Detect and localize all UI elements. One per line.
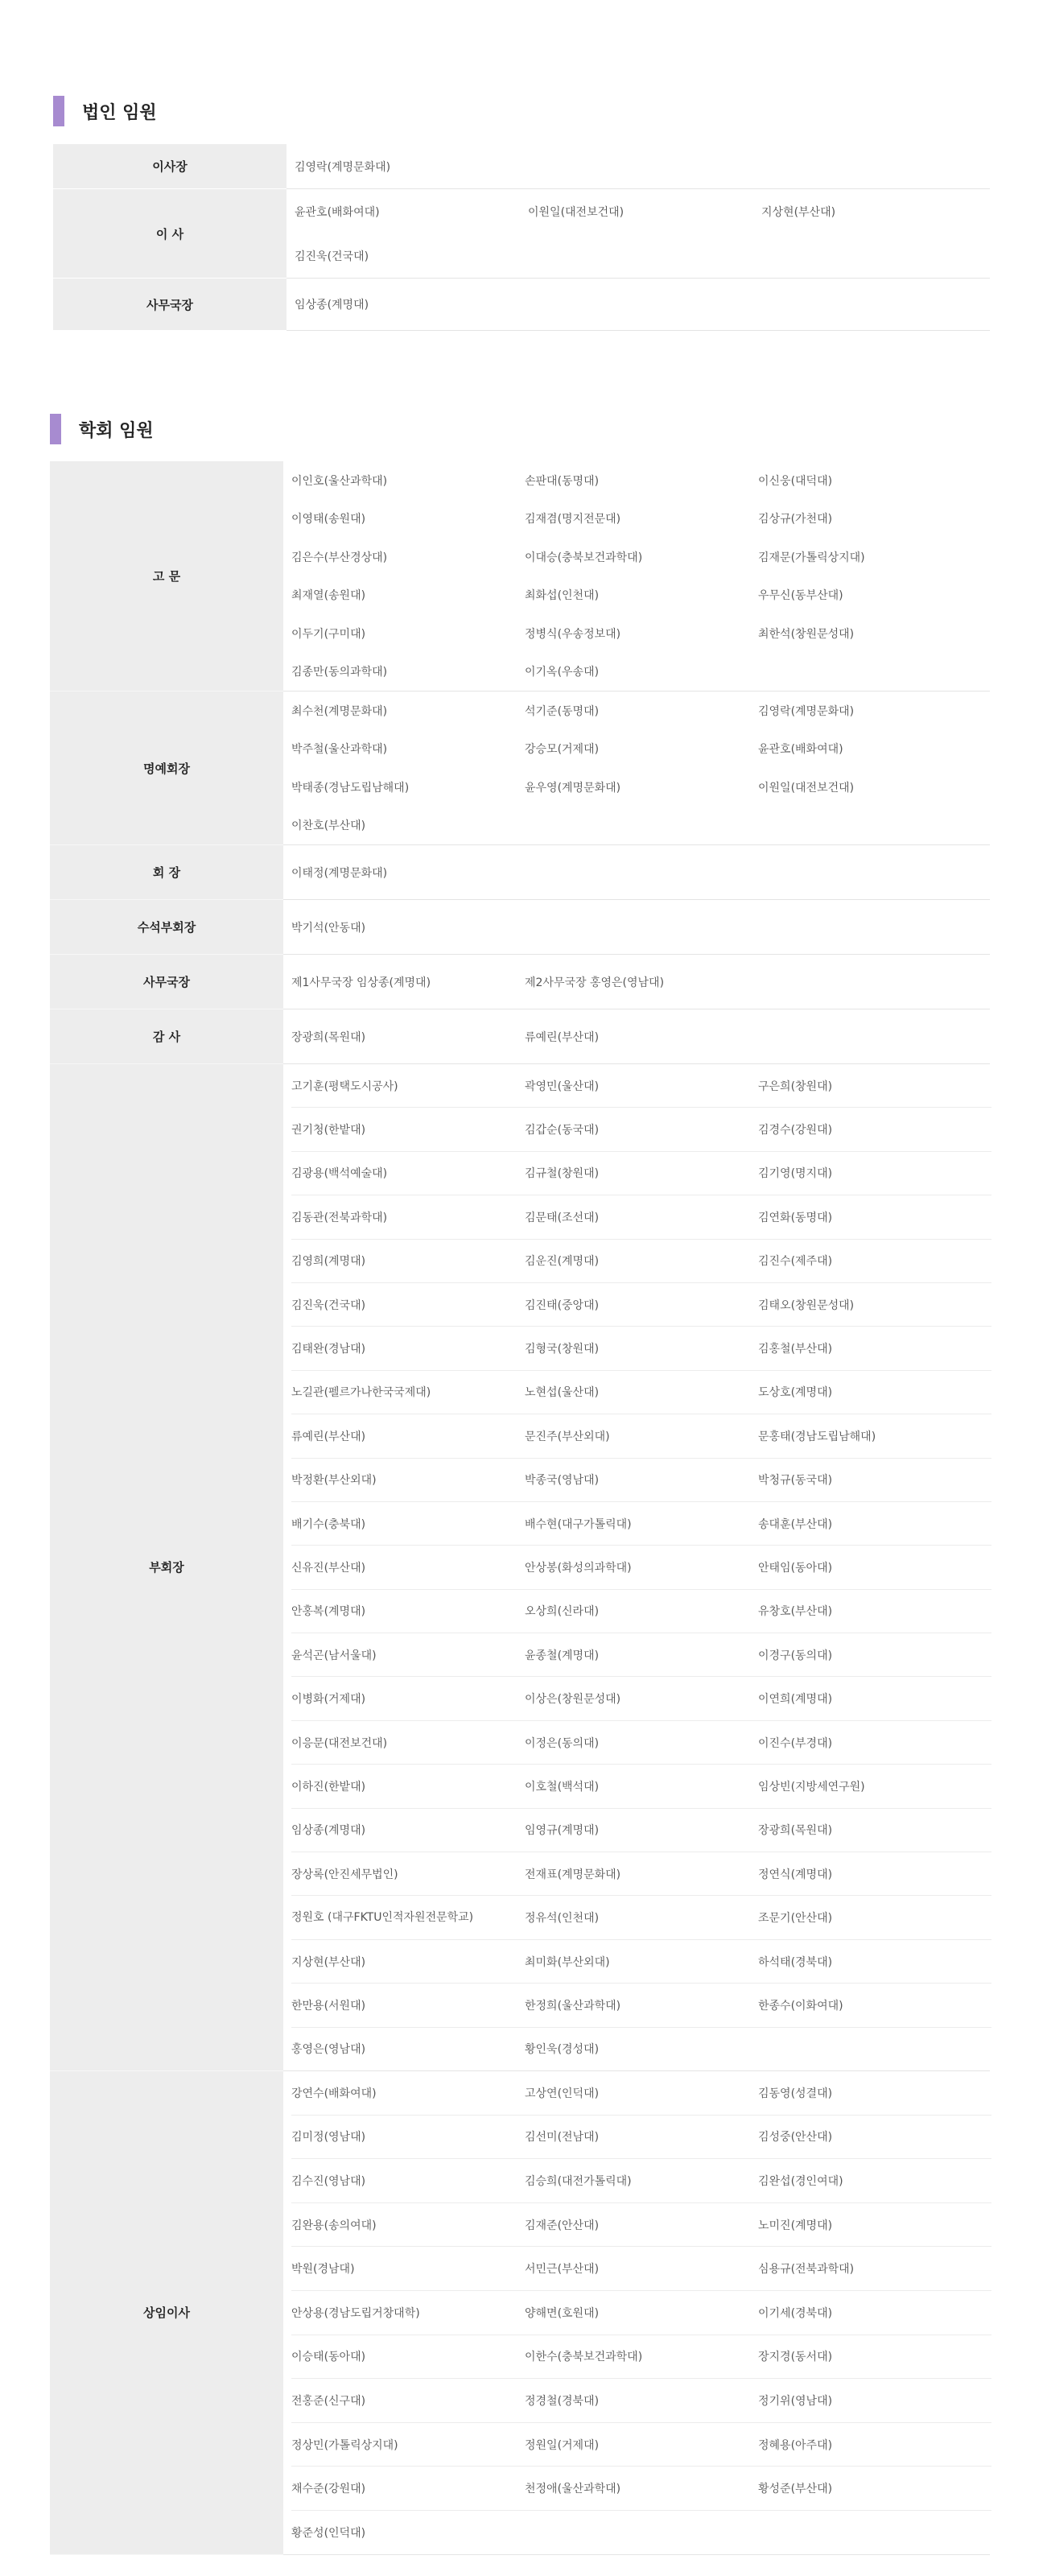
member-name: 류예린(부산대) xyxy=(291,1414,525,1458)
officer-row xyxy=(50,461,990,691)
member-name: 안태임(동아대) xyxy=(758,1546,991,1589)
member-name: 이신웅(대덕대) xyxy=(758,474,833,488)
member-name: 정경철(경북대) xyxy=(525,2379,758,2423)
member-grid xyxy=(295,279,990,330)
member-name: 장상록(안진세무법인) xyxy=(291,1852,525,1896)
member-list xyxy=(287,279,990,331)
member-name: 강승모(거제대) xyxy=(525,743,600,757)
member-name: 윤종철(계명대) xyxy=(525,1633,758,1677)
member-name: 안홍복(계명대) xyxy=(291,1590,525,1633)
member-name: 조문기(안산대) xyxy=(758,1896,991,1939)
section-accent-bar xyxy=(53,96,64,126)
member-list xyxy=(283,1009,990,1064)
member-name: 강연수(배화여대) xyxy=(291,2071,525,2116)
member-list xyxy=(283,900,990,955)
member-name: 김선미(전남대) xyxy=(525,2116,758,2160)
society-table-body xyxy=(50,461,990,2554)
member-name: 김수진(영남대) xyxy=(291,2159,525,2203)
member-name: 김은수(부산경상대) xyxy=(291,551,388,564)
member-name: 김태완(경남대) xyxy=(291,1327,525,1370)
member-name: 임상종(계명대) xyxy=(291,1809,525,1852)
member-name: 최수천(계명문화대) xyxy=(291,704,388,718)
member-name: 정연식(계명대) xyxy=(758,1852,991,1896)
member-name: 박주철(울산과학대) xyxy=(291,743,388,757)
member-name: 손판대(동명대) xyxy=(525,474,600,488)
member-name: 윤관호(배화여대) xyxy=(295,205,380,219)
member-name: 이인호(울산과학대) xyxy=(291,474,388,488)
member-name: 권기청(한밭대) xyxy=(291,1108,525,1151)
role-label: 고 문 xyxy=(50,461,283,691)
member-list xyxy=(287,189,990,279)
member-name: 천정애(울산과학대) xyxy=(525,2467,758,2511)
member-name: 정원일(거제대) xyxy=(525,2423,758,2467)
officer-row xyxy=(50,2070,990,2554)
member-grid xyxy=(291,691,990,844)
member-name: 장광희(목원대) xyxy=(758,1809,991,1852)
member-name: 장지경(동서대) xyxy=(758,2335,991,2380)
society-officers-table xyxy=(50,461,990,2555)
member-name: 김광용(백석예술대) xyxy=(291,1152,525,1195)
member-grid xyxy=(291,900,990,954)
member-name: 류예린(부산대) xyxy=(525,1030,600,1044)
member-name: 이승태(동아대) xyxy=(291,2335,525,2380)
member-name: 안상봉(화성의과학대) xyxy=(525,1546,758,1589)
member-name: 정병식(우송정보대) xyxy=(525,627,621,641)
member-name: 안상용(경남도립거창대학) xyxy=(291,2291,525,2335)
member-name: 최화섭(인천대) xyxy=(525,589,600,603)
member-name: 최미화(부산외대) xyxy=(525,1940,758,1984)
member-name: 심용규(전북과학대) xyxy=(758,2247,991,2291)
member-name: 장광희(목원대) xyxy=(291,1030,366,1044)
member-name: 김진욱(건국대) xyxy=(291,1283,525,1327)
officer-row xyxy=(50,900,990,955)
member-name: 고상연(인덕대) xyxy=(525,2071,758,2116)
member-name: 전재표(계명문화대) xyxy=(525,1852,758,1896)
member-grid xyxy=(291,1064,990,2070)
officer-row xyxy=(53,189,990,279)
member-name: 채수준(강원대) xyxy=(291,2467,525,2511)
role-label: 회 장 xyxy=(50,845,283,900)
role-label: 사무국장 xyxy=(50,955,283,1009)
member-name: 정기위(영남대) xyxy=(758,2379,991,2423)
member-grid xyxy=(291,461,990,691)
member-name: 김성중(안산대) xyxy=(758,2116,991,2160)
officer-row xyxy=(50,1064,990,2071)
member-name: 김동영(성결대) xyxy=(758,2071,991,2116)
member-name: 석기준(동명대) xyxy=(525,704,600,718)
corp-officers-table xyxy=(53,144,990,331)
member-name: 박기석(안동대) xyxy=(291,921,366,935)
member-name: 김경수(강원대) xyxy=(758,1108,991,1151)
member-name: 배기수(충북대) xyxy=(291,1502,525,1546)
member-name: 이응문(대전보건대) xyxy=(291,1721,525,1765)
member-name: 김태오(창원문성대) xyxy=(758,1283,991,1327)
role-label: 이 사 xyxy=(53,189,287,279)
officer-row xyxy=(50,955,990,1009)
role-label: 이사장 xyxy=(53,144,287,189)
member-name: 송대훈(부산대) xyxy=(758,1502,991,1546)
member-name: 박원(경남대) xyxy=(291,2247,525,2291)
member-name: 정혜용(아주대) xyxy=(758,2423,991,2467)
member-name: 이대승(충북보건과학대) xyxy=(525,551,643,564)
member-name: 박청규(동국대) xyxy=(758,1459,991,1502)
member-name: 김미정(영남대) xyxy=(291,2116,525,2160)
role-label: 수석부회장 xyxy=(50,900,283,955)
role-label: 감 사 xyxy=(50,1009,283,1064)
member-name: 서민근(부산대) xyxy=(525,2247,758,2291)
member-grid xyxy=(291,845,990,899)
member-name: 노현섭(울산대) xyxy=(525,1371,758,1414)
member-name: 황성준(부산대) xyxy=(758,2467,991,2511)
role-label: 명예회장 xyxy=(50,691,283,845)
member-name: 이한수(충북보건과학대) xyxy=(525,2335,758,2380)
society-section-title-text: 학회 임원 xyxy=(79,420,154,441)
member-name: 최재열(송원대) xyxy=(291,589,366,603)
member-name: 윤관호(배화여대) xyxy=(758,743,843,757)
member-name: 김운진(계명대) xyxy=(525,1240,758,1283)
member-name: 이진수(부경대) xyxy=(758,1721,991,1765)
member-name: 김상규(가천대) xyxy=(758,513,833,526)
member-name: 이태정(계명문화대) xyxy=(291,866,388,880)
member-name: 윤우영(계명문화대) xyxy=(525,781,621,795)
member-name: 지상현(부산대) xyxy=(761,205,836,219)
member-name: 김동관(전북과학대) xyxy=(291,1195,525,1239)
member-name: 이원일(대전보건대) xyxy=(758,781,855,795)
member-name: 김갑순(동국대) xyxy=(525,1108,758,1151)
member-name: 이연희(계명대) xyxy=(758,1677,991,1720)
member-name: 이두기(구미대) xyxy=(291,627,366,641)
member-name: 김진태(중앙대) xyxy=(525,1283,758,1327)
member-grid xyxy=(291,955,990,1009)
member-name: 정상민(가톨릭상지대) xyxy=(291,2423,525,2467)
member-name: 임상종(계명대) xyxy=(295,299,369,312)
member-name: 도상호(계명대) xyxy=(758,1371,991,1414)
member-name: 김형국(창원대) xyxy=(525,1327,758,1370)
member-name: 곽영민(울산대) xyxy=(525,1064,758,1108)
member-name: 한만용(서원대) xyxy=(291,1984,525,2027)
member-list xyxy=(283,2070,990,2554)
member-name: 김재문(가톨릭상지대) xyxy=(758,551,865,564)
section-accent-bar xyxy=(50,414,61,444)
corp-section-title xyxy=(53,96,157,126)
member-name: 하석태(경북대) xyxy=(758,1940,991,1984)
member-name: 문홍태(경남도립남해대) xyxy=(758,1414,991,1458)
member-name: 이경구(동의대) xyxy=(758,1633,991,1677)
member-name: 이기세(경북대) xyxy=(758,2291,991,2335)
member-name: 이호철(백석대) xyxy=(525,1765,758,1808)
member-name: 이원일(대전보건대) xyxy=(528,205,625,219)
member-name: 김연화(동명대) xyxy=(758,1195,991,1239)
officer-row xyxy=(50,1009,990,1064)
member-name: 이상은(창원문성대) xyxy=(525,1677,758,1720)
member-name: 한종수(이화여대) xyxy=(758,1984,991,2027)
member-name: 구은희(창원대) xyxy=(758,1064,991,1108)
member-name: 김진욱(건국대) xyxy=(295,250,369,263)
member-name: 한정희(울산과학대) xyxy=(525,1984,758,2027)
member-name: 정원호 (대구FKTU인적자원전문학교) xyxy=(291,1896,525,1939)
member-name: 제1사무국장 임상종(계명대) xyxy=(291,976,431,989)
corp-table-body xyxy=(53,144,990,331)
member-name: 김종만(동의과학대) xyxy=(291,666,388,679)
member-name: 이영태(송원대) xyxy=(291,513,366,526)
member-name: 노미진(계명대) xyxy=(758,2203,991,2248)
member-name: 김진수(제주대) xyxy=(758,1240,991,1283)
member-name: 김영락(계명문화대) xyxy=(295,160,391,174)
corp-section-title-text: 법인 임원 xyxy=(82,102,157,123)
member-list xyxy=(287,144,990,189)
member-name: 김영락(계명문화대) xyxy=(758,704,855,718)
role-label: 사무국장 xyxy=(53,279,287,331)
member-name: 김영희(계명대) xyxy=(291,1240,525,1283)
member-name: 박태종(경남도립남해대) xyxy=(291,781,410,795)
member-name: 정유석(인천대) xyxy=(525,1896,758,1939)
member-name: 김규철(창원대) xyxy=(525,1152,758,1195)
member-name: 임영규(계명대) xyxy=(525,1809,758,1852)
member-name: 최한석(창원문성대) xyxy=(758,627,855,641)
officer-row xyxy=(50,691,990,845)
member-name: 김완용(송의여대) xyxy=(291,2203,525,2248)
member-name: 전홍준(신구대) xyxy=(291,2379,525,2423)
member-name: 이기옥(우송대) xyxy=(525,666,600,679)
role-label: 부회장 xyxy=(50,1064,283,2071)
member-name: 지상현(부산대) xyxy=(291,1940,525,1984)
member-name: 유창호(부산대) xyxy=(758,1590,991,1633)
member-name: 이찬호(부산대) xyxy=(291,819,366,833)
member-list xyxy=(283,691,990,845)
officer-row xyxy=(53,144,990,189)
member-name: 김문태(조선대) xyxy=(525,1195,758,1239)
member-name: 오상희(신라대) xyxy=(525,1590,758,1633)
role-label: 상임이사 xyxy=(50,2070,283,2554)
member-name: 배수현(대구가톨릭대) xyxy=(525,1502,758,1546)
member-name: 임상빈(지방세연구원) xyxy=(758,1765,991,1808)
member-name: 신유진(부산대) xyxy=(291,1546,525,1589)
member-grid xyxy=(291,2071,990,2554)
member-name: 이병화(거제대) xyxy=(291,1677,525,1720)
member-name: 박종국(영남대) xyxy=(525,1459,758,1502)
member-name: 김승희(대전가톨릭대) xyxy=(525,2159,758,2203)
member-name: 노길관(펠르가나한국국제대) xyxy=(291,1371,525,1414)
society-section-title xyxy=(50,414,154,444)
member-name: 김재겸(명지전문대) xyxy=(525,513,621,526)
member-grid xyxy=(295,144,990,188)
member-name: 제2사무국장 홍영은(영남대) xyxy=(525,976,665,989)
officer-row xyxy=(50,845,990,900)
member-name: 홍영은(영남대) xyxy=(291,2043,366,2057)
member-name: 황준성(인덕대) xyxy=(291,2526,366,2540)
member-name: 양해면(호원대) xyxy=(525,2291,758,2335)
member-name: 김완섭(경인여대) xyxy=(758,2159,991,2203)
member-list xyxy=(283,1064,990,2071)
member-name: 이하진(한밭대) xyxy=(291,1765,525,1808)
member-name: 고기훈(평택도시공사) xyxy=(291,1064,525,1108)
member-grid xyxy=(295,189,990,278)
member-name: 황인욱(경성대) xyxy=(525,2043,600,2057)
member-list xyxy=(283,461,990,691)
member-name: 박정환(부산외대) xyxy=(291,1459,525,1502)
member-name: 김기영(명지대) xyxy=(758,1152,991,1195)
member-name: 문진주(부산외대) xyxy=(525,1414,758,1458)
member-name: 김재준(안산대) xyxy=(525,2203,758,2248)
member-name: 김홍철(부산대) xyxy=(758,1327,991,1370)
officer-row xyxy=(53,279,990,331)
member-list xyxy=(283,955,990,1009)
member-list xyxy=(283,845,990,900)
member-name: 윤석곤(남서울대) xyxy=(291,1633,525,1677)
member-name: 우무신(동부산대) xyxy=(758,589,843,603)
member-grid xyxy=(291,1009,990,1063)
member-name: 이정은(동의대) xyxy=(525,1721,758,1765)
